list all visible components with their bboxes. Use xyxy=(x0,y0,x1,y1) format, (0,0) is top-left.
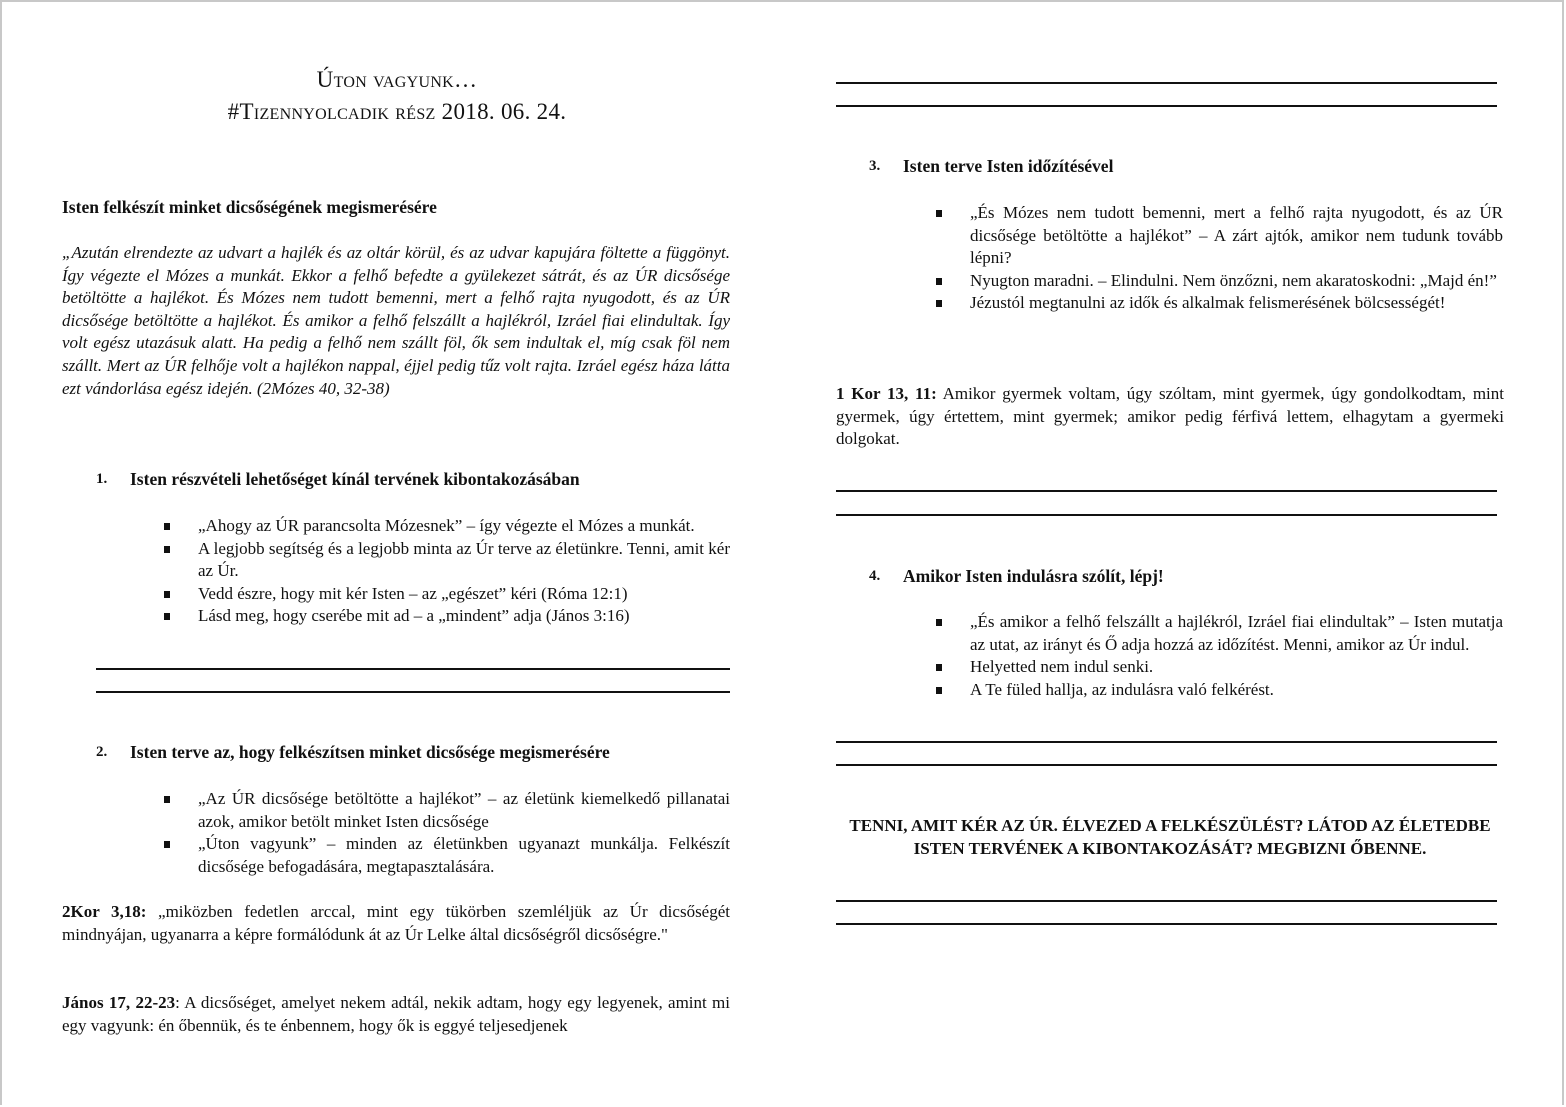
square-bullet-icon xyxy=(164,523,170,530)
list-item: „És Mózes nem tudott bemenni, mert a felhő rajta nyugodott, és az ÚR dicsősége betöltötte a hajlékot” – A zárt ajtók, amikor nem tudunk tovább lépni? xyxy=(936,202,1503,270)
section-1-bullet-list xyxy=(164,515,730,628)
reference-label: 2Kor 3,18: xyxy=(62,902,147,921)
section-3-heading xyxy=(869,156,1113,177)
list-item: A Te füled hallja, az indulásra való felkérést. xyxy=(936,679,1503,702)
list-item: Jézustól megtanulni az idők és alkalmak felismerésének bölcsességét! xyxy=(936,292,1503,315)
note-line xyxy=(836,514,1497,516)
list-item: „Úton vagyunk” – minden az életünkben ugyanazt munkálja. Felkészít dicsősége befogadására, megtapasztalására. xyxy=(164,833,730,878)
reference-label: János 17, 22-23 xyxy=(62,993,176,1012)
square-bullet-icon xyxy=(164,841,170,848)
note-line xyxy=(96,691,730,693)
document-title xyxy=(62,64,732,128)
intro-bible-quote: „Azután elrendezte az udvart a hajlék és az oltár körül, és az udvar kapujára föltette a függönyt. Így végezte el Mózes a munkát. Ekkor a felhő befedte a gyülekezet sátrát, és az ÚR dicsősége betöltötte a hajlékot. És Mózes nem tudott bemenni, mert a felhő rajta nyugodott, és az ÚR dicsősége betöltötte a hajlékot. És amikor a felhő felszállt a hajlékról, Izráel fiai elindultak. Így volt egész utazásuk alatt. Ha pedig a felhő nem szállt föl, ők sem indultak el, míg csak föl nem szállt. Mert az ÚR felhője volt a hajlékon nappal, éjjel pedig tűz volt rajta. Izráel egész háza látta ezt vándorlása egész idején. (2Mózes 40, 32-38) xyxy=(62,243,730,398)
reference-janos xyxy=(62,992,730,1037)
square-bullet-icon xyxy=(164,796,170,803)
section-number: 3. xyxy=(869,158,881,174)
note-line xyxy=(836,741,1497,743)
square-bullet-icon xyxy=(164,613,170,620)
square-bullet-icon xyxy=(164,591,170,598)
section-title: Isten részvételi lehetőséget kínál tervének kibontakozásában xyxy=(130,469,580,489)
square-bullet-icon xyxy=(936,300,942,307)
note-line xyxy=(836,900,1497,902)
list-item: Helyetted nem indul senki. xyxy=(936,656,1503,679)
section-number: 1. xyxy=(96,471,108,487)
intro-heading: Isten felkészít minket dicsőségének megismerésére xyxy=(62,197,437,217)
list-item: Nyugton maradni. – Elindulni. Nem önzőzni, nem akaratoskodni: „Majd én!” xyxy=(936,270,1503,293)
list-item: „Az ÚR dicsősége betöltötte a hajlékot” – az életünk kiemelkedő pillanatai azok, amikor betölt minket Isten dicsősége xyxy=(164,788,730,833)
reference-1kor xyxy=(836,383,1504,451)
list-item: Vedd észre, hogy mit kér Isten – az „egészet” kéri (Róma 12:1) xyxy=(164,583,730,606)
title-line-1: Úton vagyunk… xyxy=(316,67,478,92)
square-bullet-icon xyxy=(936,687,942,694)
section-title: Isten terve Isten időzítésével xyxy=(903,156,1114,176)
section-title: Amikor Isten indulásra szólít, lépj! xyxy=(903,566,1164,586)
closing-statement: TENNI, AMIT KÉR AZ ÚR. ÉLVEZED A FELKÉSZÜLÉST? LÁTOD AZ ÉLETEDBE ISTEN TERVÉNEK A KIBONTAKOZÁSÁT? MEGBIZNI ŐBENNE. xyxy=(849,816,1491,858)
section-number: 2. xyxy=(96,744,108,760)
list-item: „Ahogy az ÚR parancsolta Mózesnek” – így végezte el Mózes a munkát. xyxy=(164,515,730,538)
square-bullet-icon xyxy=(936,664,942,671)
reference-text: : A dicsőséget, amelyet nekem adtál, nekik adtam, hogy egy legyenek, amint mi egy vagyunk: én őbennük, és te énbennem, hogy ők is eggyé teljesedjenek xyxy=(62,993,731,1035)
section-4-bullet-list xyxy=(936,611,1503,701)
square-bullet-icon xyxy=(164,546,170,553)
note-line xyxy=(836,490,1497,492)
square-bullet-icon xyxy=(936,210,942,217)
list-item: A legjobb segítség és a legjobb minta az Úr terve az életünkre. Tenni, amit kér az Úr. xyxy=(164,538,730,583)
reference-text: Amikor gyermek voltam, úgy szóltam, mint gyermek, úgy gondolkodtam, mint gyermek, úgy értettem, mint gyermek; amikor pedig férfivá lettem, elhagytam a gyermeki dolgokat. xyxy=(836,384,1504,449)
note-line xyxy=(836,82,1497,84)
section-4-heading xyxy=(869,566,1164,587)
section-1-heading xyxy=(96,469,580,490)
section-title: Isten terve az, hogy felkészítsen minket dicsősége megismerésére xyxy=(130,742,610,762)
note-line xyxy=(96,668,730,670)
section-2-bullet-list xyxy=(164,788,730,878)
note-line xyxy=(836,764,1497,766)
title-line-2: #Tizennyolcadik rész 2018. 06. 24. xyxy=(227,99,567,124)
section-2-heading xyxy=(96,742,610,763)
list-item: „És amikor a felhő felszállt a hajlékról, Izráel fiai elindultak” – Isten mutatja az utat, az irányt és Ő adja hozzá az időzítést. Menni, amikor az Úr indul. xyxy=(936,611,1503,656)
section-number: 4. xyxy=(869,568,881,584)
reference-2kor xyxy=(62,901,730,946)
square-bullet-icon xyxy=(936,278,942,285)
reference-label: 1 Kor 13, 11: xyxy=(836,384,937,403)
square-bullet-icon xyxy=(936,619,942,626)
reference-text: „miközben fedetlen arccal, mint egy tükörben szemléljük az Úr dicsőségét mindnyájan, ugyanarra a képre formálódunk át az Úr Lelke által dicsőségről dicsőségre." xyxy=(62,902,730,944)
list-item: Lásd meg, hogy cserébe mit ad – a „mindent” adja (János 3:16) xyxy=(164,605,730,628)
note-line xyxy=(836,923,1497,925)
note-line xyxy=(836,105,1497,107)
section-3-bullet-list xyxy=(936,202,1503,315)
